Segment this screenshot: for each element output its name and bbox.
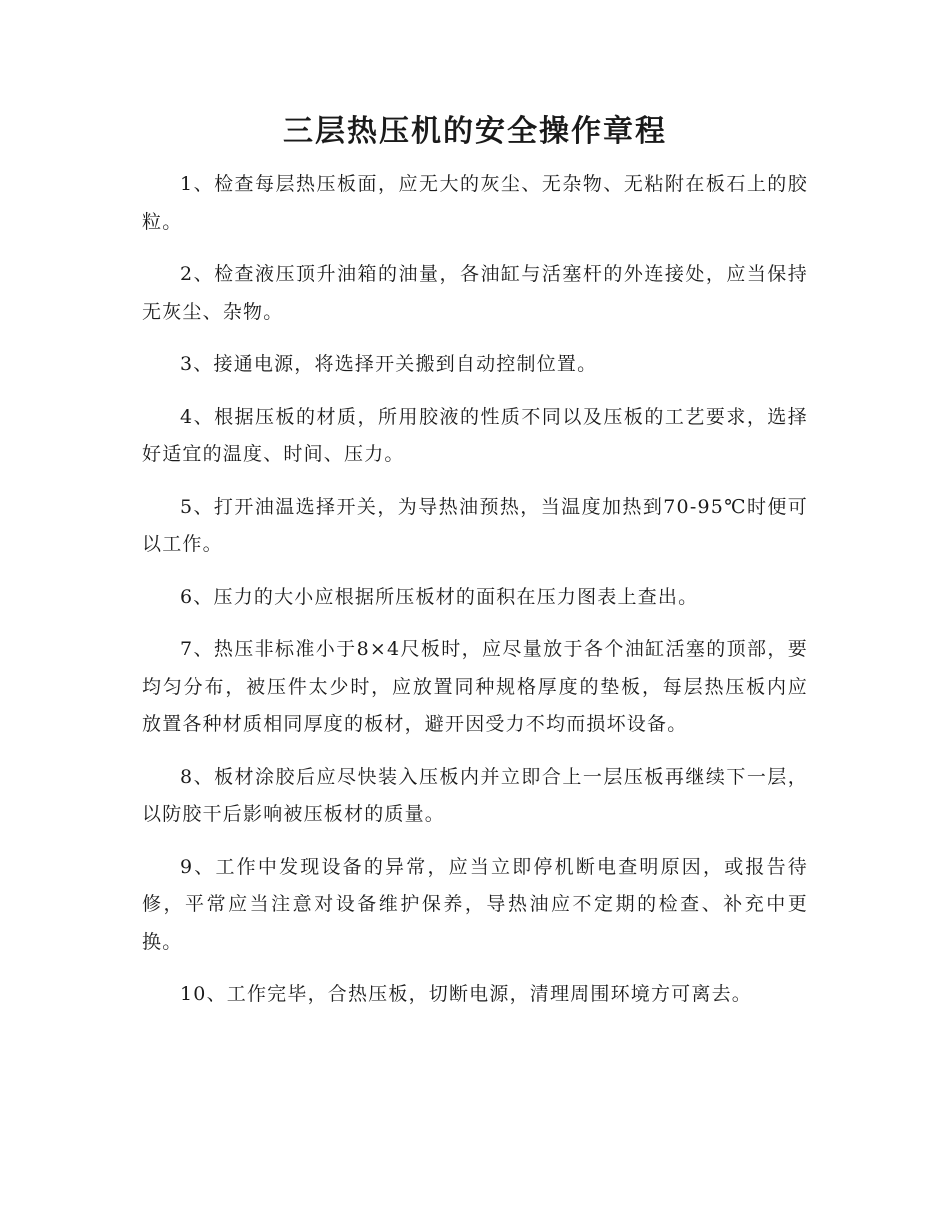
paragraph-9: 9、工作中发现设备的异常，应当立即停机断电查明原因，或报告待修，平常应当注意对设备维护保养，导热油应不定期的检查、补充中更换。 bbox=[142, 855, 808, 953]
paragraph-6: 6、压力的大小应根据所压板材的面积在压力图表上查出。 bbox=[180, 585, 699, 608]
paragraph-3: 3、接通电源，将选择开关搬到自动控制位置。 bbox=[180, 353, 598, 375]
paragraph-1: 1、检查每层热压板面，应无大的灰尘、无杂物、无粘附在板石上的胶粒。 bbox=[142, 173, 808, 233]
document-title: 三层热压机的安全操作章程 bbox=[283, 114, 667, 149]
paragraph-8: 8、板材涂胶后应尽快装入压板内并立即合上一层压板再继续下一层，以防胶干后影响被压板材的质量。 bbox=[142, 765, 808, 825]
paragraph-10: 10、工作完毕，合热压板，切断电源，清理周围环境方可离去。 bbox=[180, 983, 752, 1005]
paragraph-4: 4、根据压板的材质，所用胶液的性质不同以及压板的工艺要求，选择好适宜的温度、时间、压力。 bbox=[142, 405, 808, 465]
document-body bbox=[142, 166, 808, 1029]
paragraph-7: 7、热压非标准小于8×4尺板时，应尽量放于各个油缸活塞的顶部，要均匀分布，被压件太少时，应放置同种规格厚度的垫板，每层热压板内应放置各种材质相同厚度的板材，避开因受力不均而损坏设备。 bbox=[142, 638, 808, 735]
paragraph-2: 2、检查液压顶升油箱的油量，各油缸与活塞杆的外连接处，应当保持无灰尘、杂物。 bbox=[142, 263, 808, 323]
paragraph-5: 5、打开油温选择开关，为导热油预热，当温度加热到70-95℃时便可以工作。 bbox=[142, 495, 808, 555]
